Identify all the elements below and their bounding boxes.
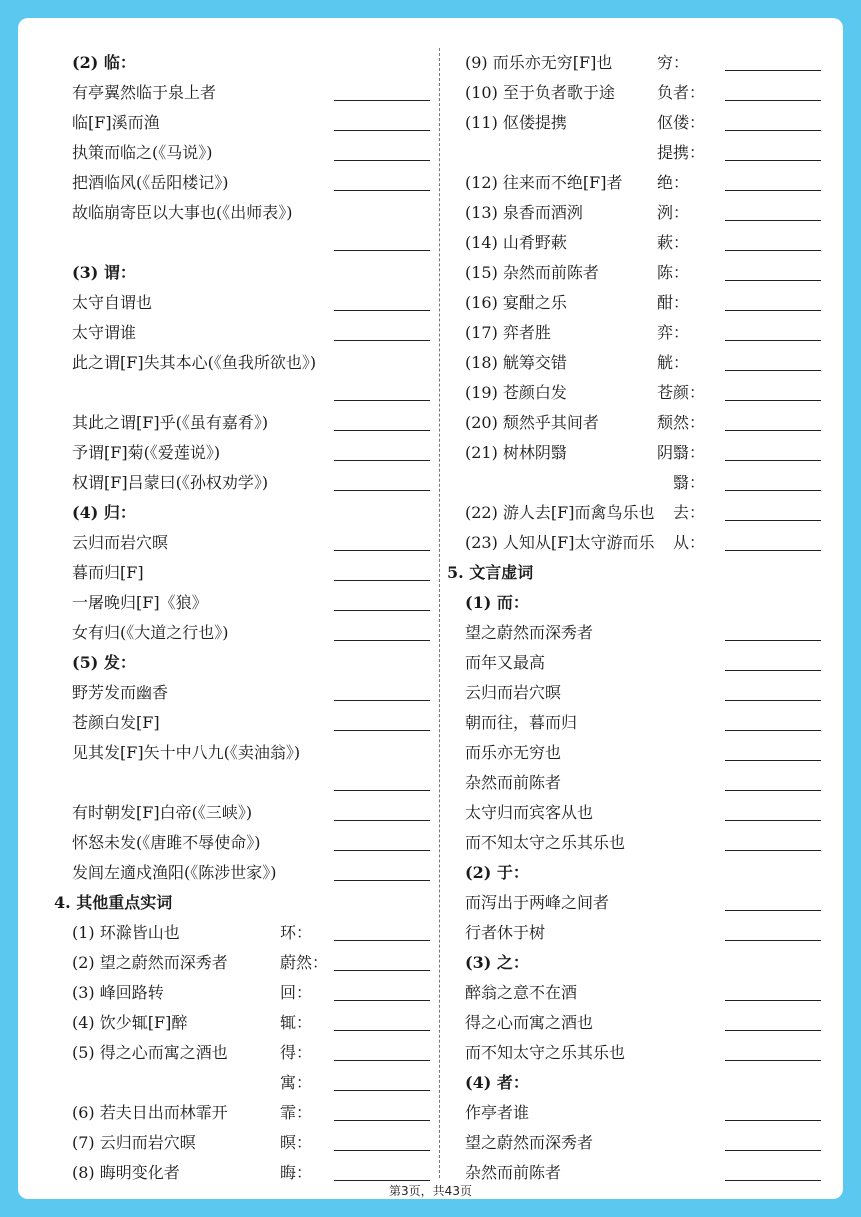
question-item: 醉翁之意不在酒 — [451, 978, 821, 1008]
answer-blank[interactable] — [725, 1060, 821, 1061]
answer-blank[interactable] — [334, 1150, 430, 1151]
question-item: (14) 山肴野蔌 蔌： — [451, 228, 821, 258]
answer-blank[interactable] — [725, 70, 821, 71]
subsection-title: (5) 发： — [72, 653, 136, 672]
answer-blank[interactable] — [725, 550, 821, 551]
right-column — [447, 48, 821, 1188]
answer-blank[interactable] — [725, 640, 821, 641]
answer-blank[interactable] — [725, 940, 821, 941]
section-title: 5. 文言虚词 — [447, 563, 534, 582]
question-item: (7) 云归而岩穴暝 暝： — [58, 1128, 430, 1158]
question-item: 得之心而寓之酒也 — [451, 1008, 821, 1038]
question-item: 其此之谓[F]乎(《虽有嘉肴》) — [58, 408, 430, 438]
question-item: 女有归(《大道之行也》) — [58, 618, 430, 648]
answer-blank[interactable] — [725, 370, 821, 371]
subsection-title: (2) 临： — [72, 53, 136, 72]
answer-blank[interactable] — [725, 760, 821, 761]
answer-blank[interactable] — [334, 820, 430, 821]
question-item: 太守自谓也 — [58, 288, 430, 318]
answer-blank[interactable] — [334, 730, 430, 731]
answer-blank[interactable] — [725, 1180, 821, 1181]
question-item: 朝而往，暮而归 — [451, 708, 821, 738]
question-item: (1) 环滁皆山也 环： — [58, 918, 430, 948]
subsection-title: (3) 谓： — [72, 263, 136, 282]
answer-blank[interactable] — [725, 1120, 821, 1121]
question-item: 此之谓[F]失其本心(《鱼我所欲也》) — [58, 348, 430, 408]
answer-blank[interactable] — [334, 130, 430, 131]
answer-blank[interactable] — [334, 790, 430, 791]
answer-blank[interactable] — [725, 100, 821, 101]
answer-blank[interactable] — [725, 130, 821, 131]
answer-blank[interactable] — [334, 970, 430, 971]
question-item: 太守归而宾客从也 — [451, 798, 821, 828]
question-item: 故临崩寄臣以大事也(《出师表》) — [58, 198, 430, 258]
question-item: 有时朝发[F]白帝(《三峡》) — [58, 798, 430, 828]
answer-blank[interactable] — [334, 850, 430, 851]
answer-blank[interactable] — [725, 460, 821, 461]
answer-blank[interactable] — [334, 1000, 430, 1001]
question-item: (19) 苍颜白发 苍颜： — [451, 378, 821, 408]
question-item: (12) 往来而不绝[F]者 绝： — [451, 168, 821, 198]
section-title: 4. 其他重点实词 — [54, 893, 173, 912]
question-item: 权谓[F]吕蒙曰(《孙权劝学》) — [58, 468, 430, 498]
answer-blank[interactable] — [334, 700, 430, 701]
answer-blank[interactable] — [334, 640, 430, 641]
question-item-cont: 翳： — [451, 468, 821, 498]
subsection-title: (4) 者： — [465, 1073, 529, 1092]
question-item: (4) 饮少辄[F]醉 辄： — [58, 1008, 430, 1038]
question-item-cont: 寓： — [58, 1068, 430, 1098]
page-number: 第3页，共43页 — [389, 1184, 472, 1198]
question-item: 太守谓谁 — [58, 318, 430, 348]
answer-blank[interactable] — [725, 850, 821, 851]
question-item: (2) 望之蔚然而深秀者 蔚然： — [58, 948, 430, 978]
question-item: (3) 峰回路转 回： — [58, 978, 430, 1008]
question-item: 而乐亦无穷也 — [451, 738, 821, 768]
question-item: 苍颜白发[F] — [58, 708, 430, 738]
question-item: (11) 伛偻提携 伛偻： — [451, 108, 821, 138]
question-item: (23) 人知从[F]太守游而乐 从： — [451, 528, 821, 558]
answer-blank[interactable] — [334, 550, 430, 551]
answer-blank[interactable] — [334, 250, 430, 251]
answer-blank[interactable] — [334, 610, 430, 611]
answer-blank[interactable] — [725, 220, 821, 221]
answer-blank[interactable] — [725, 490, 821, 491]
question-item: 发闾左適戍渔阳(《陈涉世家》) — [58, 858, 430, 888]
answer-blank[interactable] — [725, 1030, 821, 1031]
question-item: (16) 宴酣之乐 酣： — [451, 288, 821, 318]
answer-blank[interactable] — [334, 1120, 430, 1121]
answer-blank[interactable] — [725, 520, 821, 521]
answer-blank[interactable] — [334, 310, 430, 311]
answer-blank[interactable] — [334, 190, 430, 191]
question-item: 杂然而前陈者 — [451, 1158, 821, 1188]
question-item: 一屠晚归[F]《狼》 — [58, 588, 430, 618]
answer-blank[interactable] — [334, 400, 430, 401]
subsection-title: (1) 而： — [465, 593, 529, 612]
answer-blank[interactable] — [725, 670, 821, 671]
left-column — [54, 48, 430, 1188]
question-item-cont: 提携： — [451, 138, 821, 168]
question-item: 执策而临之(《马说》) — [58, 138, 430, 168]
question-item: 而泻出于两峰之间者 — [451, 888, 821, 918]
answer-blank[interactable] — [334, 340, 430, 341]
answer-blank[interactable] — [334, 490, 430, 491]
answer-blank[interactable] — [334, 1030, 430, 1031]
question-item: (10) 至于负者歌于途 负者： — [451, 78, 821, 108]
question-item: 而不知太守之乐其乐也 — [451, 1038, 821, 1068]
answer-blank[interactable] — [725, 400, 821, 401]
question-item: 有亭翼然临于泉上者 — [58, 78, 430, 108]
answer-blank[interactable] — [725, 250, 821, 251]
answer-blank[interactable] — [725, 700, 821, 701]
question-item: (15) 杂然而前陈者 陈： — [451, 258, 821, 288]
answer-blank[interactable] — [725, 910, 821, 911]
question-item: (5) 得之心而寓之酒也 得： — [58, 1038, 430, 1068]
subsection-title: (3) 之： — [465, 953, 529, 972]
answer-blank[interactable] — [725, 190, 821, 191]
subsection-title: (2) 于： — [465, 863, 529, 882]
answer-blank[interactable] — [725, 340, 821, 341]
question-item: 见其发[F]矢十中八九(《卖油翁》) — [58, 738, 430, 798]
question-item: 望之蔚然而深秀者 — [451, 1128, 821, 1158]
answer-blank[interactable] — [334, 880, 430, 881]
answer-blank[interactable] — [725, 820, 821, 821]
question-item: 而年又最高 — [451, 648, 821, 678]
answer-blank[interactable] — [725, 430, 821, 431]
question-item: 而不知太守之乐其乐也 — [451, 828, 821, 858]
question-item: 作亭者谁 — [451, 1098, 821, 1128]
question-item: 云归而岩穴暝 — [58, 528, 430, 558]
worksheet-page — [18, 18, 843, 1199]
question-item: 怀怒未发(《唐雎不辱使命》) — [58, 828, 430, 858]
question-item: (9) 而乐亦无穷[F]也 穷： — [451, 48, 821, 78]
answer-blank[interactable] — [725, 310, 821, 311]
question-item: (21) 树林阴翳 阴翳： — [451, 438, 821, 468]
answer-blank[interactable] — [334, 580, 430, 581]
question-item: 予谓[F]菊(《爱莲说》) — [58, 438, 430, 468]
subsection-title: (4) 归： — [72, 503, 136, 522]
answer-blank[interactable] — [334, 1180, 430, 1181]
question-item: 云归而岩穴暝 — [451, 678, 821, 708]
question-item: (20) 颓然乎其间者 颓然： — [451, 408, 821, 438]
column-divider — [439, 48, 440, 1178]
answer-blank[interactable] — [725, 280, 821, 281]
question-item: (17) 弈者胜 弈： — [451, 318, 821, 348]
question-item: (22) 游人去[F]而禽鸟乐也 去： — [451, 498, 821, 528]
question-item: (8) 晦明变化者 晦： — [58, 1158, 430, 1188]
answer-blank[interactable] — [725, 790, 821, 791]
answer-blank[interactable] — [334, 1060, 430, 1061]
question-item: 把酒临风(《岳阳楼记》) — [58, 168, 430, 198]
answer-blank[interactable] — [725, 1000, 821, 1001]
answer-blank[interactable] — [334, 100, 430, 101]
answer-blank[interactable] — [334, 430, 430, 431]
question-item: 望之蔚然而深秀者 — [451, 618, 821, 648]
question-item: (6) 若夫日出而林霏开 霏： — [58, 1098, 430, 1128]
question-item: (18) 觥筹交错 觥： — [451, 348, 821, 378]
answer-blank[interactable] — [725, 160, 821, 161]
answer-blank[interactable] — [334, 940, 430, 941]
answer-blank[interactable] — [725, 730, 821, 731]
question-item: (13) 泉香而酒洌 洌： — [451, 198, 821, 228]
answer-blank[interactable] — [725, 1150, 821, 1151]
question-item: 临[F]溪而渔 — [58, 108, 430, 138]
question-item: 暮而归[F] — [58, 558, 430, 588]
answer-blank[interactable] — [334, 1090, 430, 1091]
question-item: 行者休于树 — [451, 918, 821, 948]
question-item: 杂然而前陈者 — [451, 768, 821, 798]
answer-blank[interactable] — [334, 460, 430, 461]
question-item: 野芳发而幽香 — [58, 678, 430, 708]
answer-blank[interactable] — [334, 160, 430, 161]
